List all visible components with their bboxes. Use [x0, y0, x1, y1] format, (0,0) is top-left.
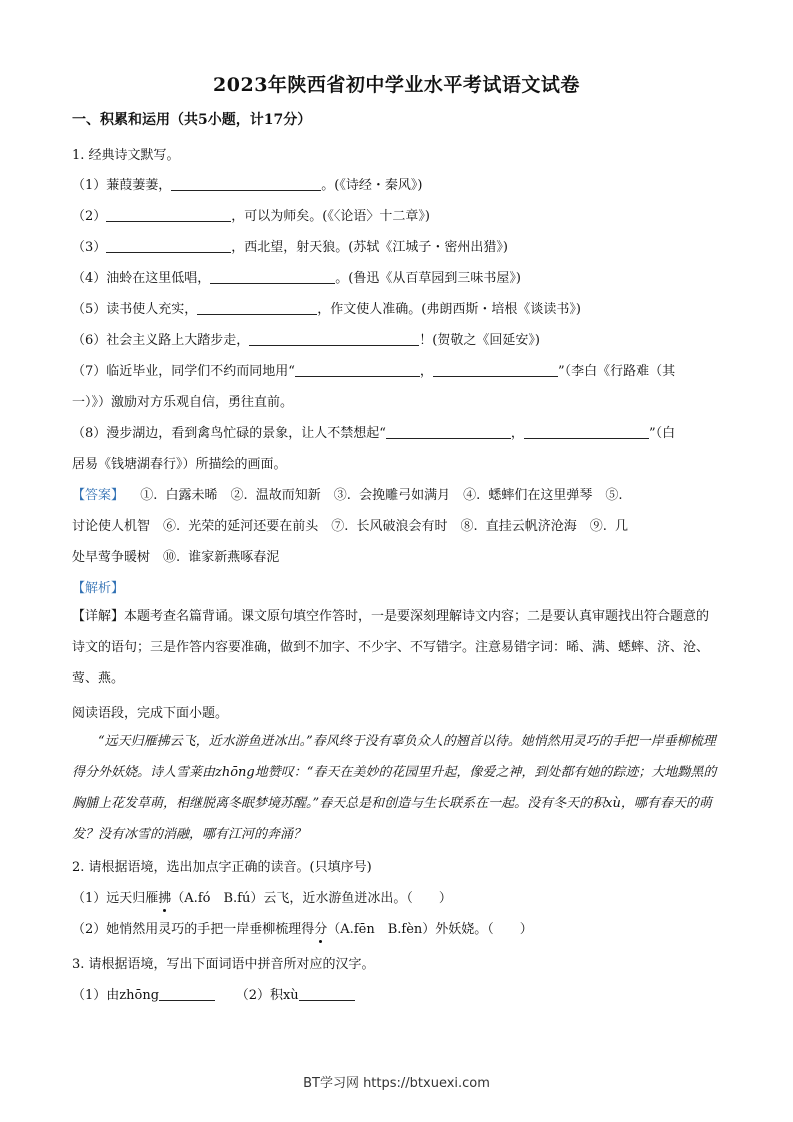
item-text: （1）由zhōng	[72, 988, 160, 1003]
item-text: 。(《诗经・秦风》)	[321, 178, 423, 193]
detail-tag: 【详解】	[72, 609, 125, 624]
answer-blank[interactable]	[106, 238, 231, 253]
answer-blank[interactable]	[433, 362, 558, 377]
question-1-item-3	[72, 236, 508, 255]
item-text: 。(鲁迅《从百草园到三味书屋》)	[335, 271, 521, 286]
item-text: （8）漫步湖边，看到禽鸟忙碌的景象，让人不禁想起“	[72, 426, 386, 441]
question-1-item-7-cont: 一）》）激励对方乐观自信，勇往直前。	[72, 395, 294, 410]
question-1-item-8-cont: 居易《钱塘湖春行》）所描绘的画面。	[72, 457, 287, 472]
answer-line-2: 讨论使人机智 ⑥. 光荣的延河还要在前头 ⑦. 长风破浪会有时 ⑧. 直挂云帆济沧海 ⑨. 几	[72, 519, 629, 534]
question-1-item-1	[72, 174, 422, 193]
item-text: （2）	[72, 209, 107, 224]
question-2-item-2	[72, 918, 533, 937]
dotted-character: 拂	[158, 891, 172, 906]
answer-blank[interactable]	[524, 424, 649, 439]
reading-intro: 阅读语段，完成下面小题。	[72, 706, 229, 721]
question-1-item-7	[72, 360, 675, 379]
item-text: ，	[419, 364, 433, 379]
item-text: ，	[510, 426, 524, 441]
question-1-stem: 1. 经典诗文默写。	[72, 148, 180, 163]
answer-blank[interactable]	[159, 986, 215, 1001]
item-text: （4）油蛉在这里低唱，	[72, 271, 211, 286]
answer-blank[interactable]	[386, 424, 511, 439]
question-1-item-8	[72, 422, 675, 441]
item-text: （A.fó B.fú）云飞，近水游鱼迸冰出。（ ）	[171, 891, 452, 906]
item-text: ”（李白《行路难（其	[557, 364, 676, 379]
question-1-item-4	[72, 267, 521, 286]
section-heading: 一、积累和运用（共5小题，计17分）	[72, 112, 312, 128]
answer-blank[interactable]	[197, 300, 317, 315]
question-1-item-6	[72, 329, 540, 348]
answer-tag: 【答案】	[72, 488, 125, 503]
reading-passage: “远天归雁拂云飞，近水游鱼迸冰出。”春风终于没有辜负众人的翘首以待。她悄然用灵巧的手把一岸垂柳梳理得分外妖娆。诗人雪莱由zhōng地赞叹：“春天在美妙的花园里升起，像爱之神，到处都有她的踪迹；大地黝黑的胸脯上花发草萌，相继脱离冬眠梦境苏醒。”春天总是和创造与生长联系在一起。没有冬天的积xù，哪有春天的萌发？没有冰雪的消融，哪有江河的奔涌？	[72, 734, 717, 842]
question-3-items	[72, 984, 355, 1003]
item-text: ”（白	[648, 426, 676, 441]
detail-text: 本题考查名篇背诵。课文原句填空作答时，一是要深刻理解诗文内容；二是要认真审题找出符合题意的诗文的语句；三是作答内容要准确，做到不加字、不少字、不写错字。注意易错字词：晞、满、蟋蟀、济、沧、莺、燕。	[72, 609, 710, 686]
question-3-stem: 3. 请根据语境，写出下面词语中拼音所对应的汉字。	[72, 957, 375, 972]
question-2-item-1	[72, 887, 452, 906]
item-text: （1）远天归雁	[72, 891, 159, 906]
item-text: （2）她悄然用灵巧的手把一岸垂柳梳理得	[72, 922, 315, 937]
question-1-item-2	[72, 205, 430, 224]
item-text: （2）积xù	[235, 988, 299, 1003]
answer-line-1	[72, 484, 622, 503]
detail-paragraph	[72, 601, 722, 694]
answer-blank[interactable]	[299, 986, 355, 1001]
site-footer: BT学习网 https://btxuexi.com	[303, 1076, 490, 1091]
item-text: ，可以为师矣。(《〈论语〉十二章》)	[231, 209, 430, 224]
answer-blank[interactable]	[249, 331, 419, 346]
answer-line-3: 处早莺争暖树 ⑩. 谁家新燕啄春泥	[72, 550, 280, 565]
answer-text: ①. 白露未晞 ②. 温故而知新 ③. 会挽雕弓如满月 ④. 蟋蟀们在这里弹琴 ⑤.	[140, 488, 623, 503]
answer-blank[interactable]	[210, 269, 335, 284]
answer-blank[interactable]	[106, 207, 231, 222]
answer-blank[interactable]	[295, 362, 420, 377]
item-text: （6）社会主义路上大踏步走，	[72, 333, 250, 348]
dotted-character: 分	[314, 922, 328, 937]
item-text: （5）读书使人充实，	[72, 302, 198, 317]
analysis-tag: 【解析】	[72, 581, 125, 596]
item-text: （3）	[72, 240, 107, 255]
item-text: ！(贺敬之《回延安》)	[419, 333, 540, 348]
item-text: （1）蒹葭萋萋，	[72, 178, 172, 193]
exam-title: 2023年陕西省初中学业水平考试语文试卷	[213, 74, 580, 96]
question-2-stem: 2. 请根据语境，选出加点字正确的读音。(只填序号)	[72, 860, 372, 875]
question-1-item-5	[72, 298, 581, 317]
item-text: （7）临近毕业，同学们不约而同地用“	[72, 364, 295, 379]
item-text: ，作文使人准确。(弗朗西斯・培根《谈读书》)	[317, 302, 581, 317]
answer-blank[interactable]	[171, 176, 321, 191]
item-text: ，西北望，射天狼。(苏轼《江城子・密州出猎》)	[231, 240, 508, 255]
item-text: （A.fēn B.fèn）外妖娆。（ ）	[327, 922, 533, 937]
